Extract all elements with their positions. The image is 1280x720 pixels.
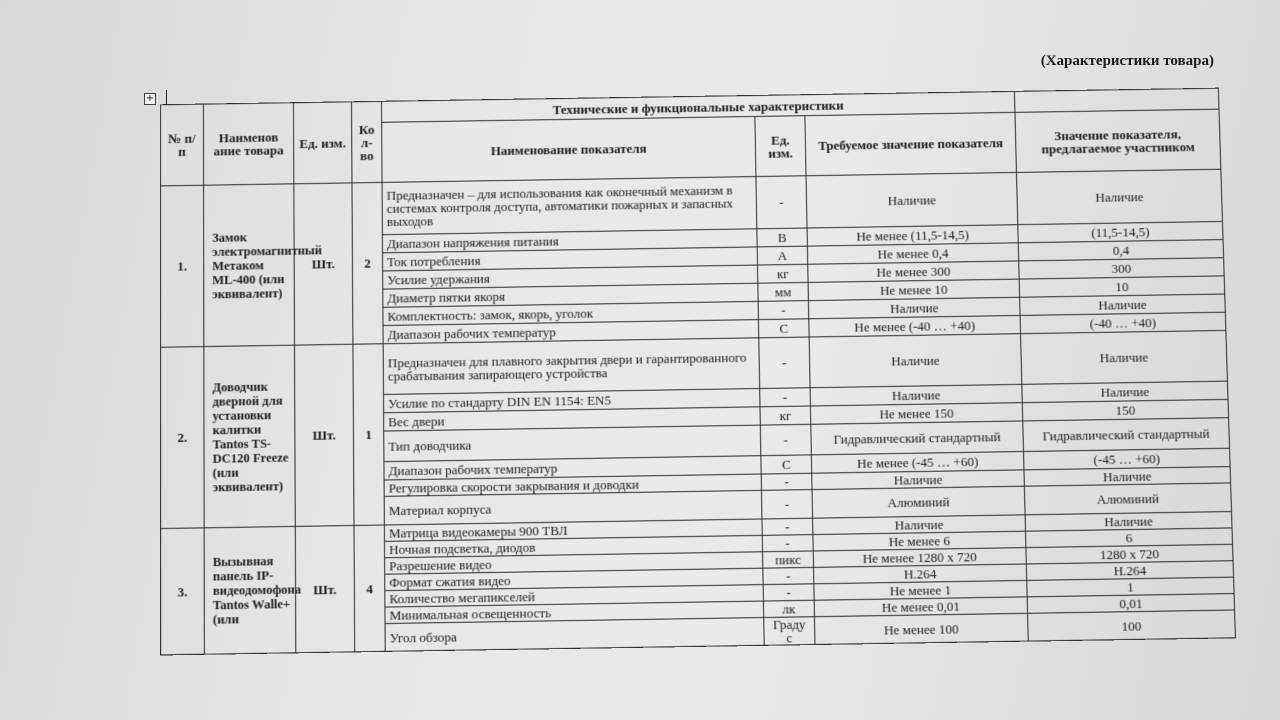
offered-value: Наличие xyxy=(1022,381,1228,403)
indicator-unit: - xyxy=(758,301,809,320)
indicator-unit: С xyxy=(758,319,809,338)
header-offered: Значение показателя, предлагаемое участником xyxy=(1015,109,1221,172)
header-num: № п/п xyxy=(160,104,203,186)
indicator-unit: - xyxy=(762,518,813,535)
product-name: Замок электромагнитный Метаком ML-400 (или эквивалент) xyxy=(204,184,295,347)
product-unit: Шт. xyxy=(295,344,354,526)
offered-value: 1 xyxy=(1027,577,1234,597)
indicator-unit: В xyxy=(757,228,808,247)
offered-value: 0,4 xyxy=(1018,240,1223,261)
required-value: Наличие xyxy=(809,334,1022,388)
indicator-unit: - xyxy=(756,176,807,229)
required-value: Не менее (-40 … +40) xyxy=(809,315,1021,337)
table-move-handle-icon[interactable]: + xyxy=(145,93,155,104)
product-qty: 4 xyxy=(354,525,385,652)
required-value: Алюминий xyxy=(812,486,1025,518)
characteristics-table-wrapper xyxy=(160,88,1235,656)
required-value: Не менее 1 xyxy=(814,580,1027,600)
required-value: Не менее (-45 … +60) xyxy=(811,452,1024,474)
required-value: Не менее 0,4 xyxy=(807,243,1018,264)
required-value: Наличие xyxy=(813,515,1026,535)
indicator-name: Предназначен – для использования как оконечный механизм в системах контроля доступа, автоматики пожарных и запасных выходов xyxy=(382,177,757,235)
required-value: Не менее 10 xyxy=(808,279,1020,301)
indicator-name: Вес двери xyxy=(384,407,761,431)
required-value: Гидравлический стандартный xyxy=(811,421,1024,455)
indicator-name: Диаметр пятки якоря xyxy=(383,283,758,307)
offered-value: 100 xyxy=(1028,610,1236,641)
offered-value: (11,5-14,5) xyxy=(1018,221,1223,242)
indicator-unit: мм xyxy=(758,282,809,301)
indicator-unit: - xyxy=(761,473,812,490)
indicator-name: Минимальная освещенность xyxy=(385,601,764,623)
indicator-unit: - xyxy=(760,388,811,407)
indicator-name: Диапазон рабочих температур xyxy=(383,320,759,344)
offered-value: Наличие xyxy=(1021,330,1228,384)
required-value: Наличие xyxy=(808,297,1020,319)
indicator-unit: - xyxy=(763,584,814,601)
indicator-name: Комплектность: замок, якорь, уголок xyxy=(383,301,759,325)
indicator-name: Формат сжатия видео xyxy=(385,568,763,590)
offered-value: 0,01 xyxy=(1027,594,1234,614)
required-value: Не менее 0,01 xyxy=(814,597,1027,617)
indicator-name: Ток потребления xyxy=(383,247,758,271)
indicator-unit: кг xyxy=(757,264,808,283)
header-indicator: Наименование показателя xyxy=(382,116,756,182)
header-tech-group: Технические и функциональные характеристики xyxy=(381,91,1014,122)
text-cursor xyxy=(166,90,167,104)
required-value: Не менее 100 xyxy=(814,613,1028,644)
indicator-unit: кг xyxy=(760,406,811,425)
offered-value: Наличие xyxy=(1020,294,1226,315)
indicator-unit: А xyxy=(757,246,808,265)
indicator-unit: Граду с xyxy=(764,617,815,646)
offered-value: (-40 … +40) xyxy=(1020,312,1226,333)
document-heading: (Характеристики товара) xyxy=(1040,53,1214,69)
indicator-name: Материал корпуса xyxy=(384,490,762,525)
characteristics-table xyxy=(160,88,1236,656)
header-qty: Ко л-во xyxy=(351,101,382,183)
product-unit: Шт. xyxy=(295,525,354,652)
indicator-unit: - xyxy=(760,424,811,455)
header-name: Наименов ание товара xyxy=(203,103,293,186)
indicator-name: Диапазон рабочих температур xyxy=(384,456,761,480)
indicator-name: Регулировка скорости закрывания и доводки xyxy=(384,474,761,496)
offered-value: 10 xyxy=(1019,276,1225,297)
indicator-name: Угол обзора xyxy=(385,618,764,652)
indicator-name: Количество мегапикселей xyxy=(385,585,764,607)
header-required: Требуемое значение показателя xyxy=(805,112,1017,175)
indicator-name: Ночная подсветка, диодов xyxy=(384,535,762,557)
required-value: Наличие xyxy=(812,470,1025,490)
offered-value: 6 xyxy=(1026,528,1233,548)
offered-value: Наличие xyxy=(1024,467,1231,487)
required-value: Не менее 1280 х 720 xyxy=(813,548,1026,568)
product-qty: 1 xyxy=(353,344,384,526)
offered-value: 1280 х 720 xyxy=(1026,544,1233,564)
required-value: Не менее 150 xyxy=(810,403,1022,425)
offered-value: Наличие xyxy=(1025,512,1232,532)
indicator-unit: пикс xyxy=(763,551,814,568)
indicator-name: Предназначен для плавного закрытия двери и гарантированного срабатывания запирающего устройства xyxy=(383,338,760,395)
product-name: Доводчик дверной для установки калитки Tantos TS-DC120 Freeze (или эквивалент) xyxy=(204,345,295,528)
offered-value: H.264 xyxy=(1026,561,1233,581)
header-indicator-unit: Ед. изм. xyxy=(755,116,806,177)
indicator-name: Диапазон напряжения питания xyxy=(382,229,757,253)
offered-value: Алюминий xyxy=(1024,483,1231,515)
indicator-unit: - xyxy=(761,490,812,519)
indicator-unit: С xyxy=(761,455,812,474)
product-unit: Шт. xyxy=(294,183,353,345)
product-number: 2. xyxy=(161,347,205,529)
table-body xyxy=(160,169,1235,655)
required-value: Не менее (11,5-14,5) xyxy=(807,225,1018,246)
product-qty: 2 xyxy=(352,182,383,344)
product-number: 3. xyxy=(161,528,205,655)
required-value: Наличие xyxy=(806,172,1018,228)
indicator-unit: лк xyxy=(763,600,814,617)
header-unit: Ед. изм. xyxy=(293,102,351,184)
product-number: 1. xyxy=(160,185,203,347)
offered-value: 150 xyxy=(1022,399,1228,421)
offered-value: Гидравлический стандартный xyxy=(1023,418,1230,452)
required-value: Наличие xyxy=(810,384,1022,406)
offered-value: (-45 … +60) xyxy=(1024,448,1231,470)
indicator-name: Усилие по стандарту DIN EN 1154: EN5 xyxy=(383,389,760,413)
offered-value: Наличие xyxy=(1016,169,1222,224)
indicator-unit: - xyxy=(759,337,810,389)
indicator-name: Усилие удержания xyxy=(383,265,758,289)
offered-value: 300 xyxy=(1019,258,1224,279)
required-value: H.264 xyxy=(814,564,1027,584)
product-name: Вызывная панель IP-видеодомофона Tantos Walle+ (или xyxy=(204,526,296,654)
required-value: Не менее 6 xyxy=(813,531,1026,551)
required-value: Не менее 300 xyxy=(808,261,1019,282)
indicator-name: Тип доводчика xyxy=(384,425,761,462)
indicator-name: Матрица видеокамеры 900 ТВЛ xyxy=(384,519,762,541)
indicator-name: Разрешение видео xyxy=(385,552,763,574)
indicator-unit: - xyxy=(763,567,814,584)
indicator-unit: - xyxy=(762,535,813,552)
